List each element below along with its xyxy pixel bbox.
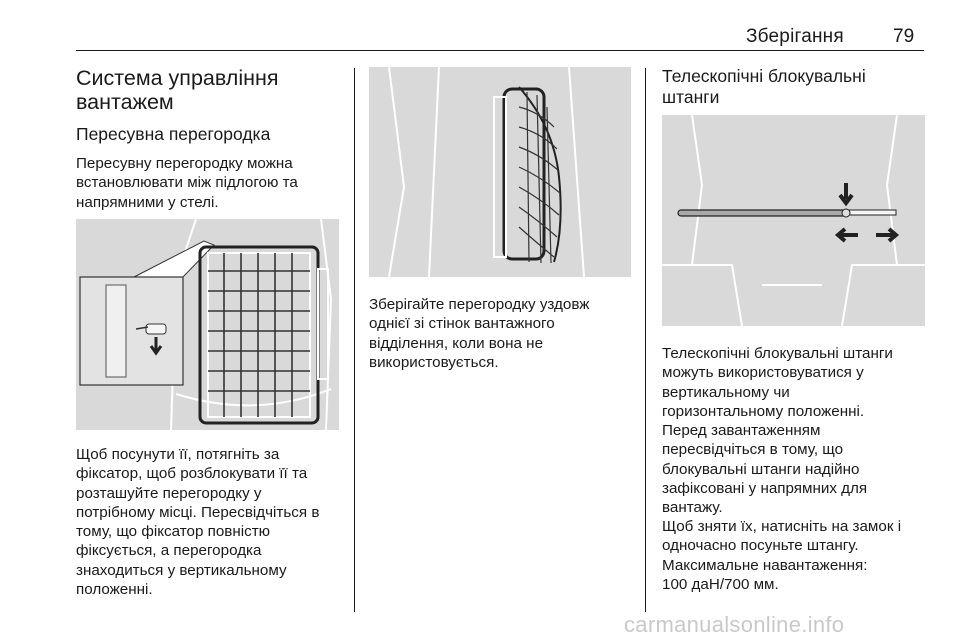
text-line: встановлювати між підлогою та <box>76 174 298 192</box>
text-line: напрямними у стелі. <box>76 193 219 211</box>
paragraph <box>369 295 589 372</box>
text-line: потрібному місці. Пересвідчіться в <box>76 503 320 521</box>
paragraph <box>76 154 298 212</box>
page-number: 79 <box>893 26 915 47</box>
watermark: carmanualsonline.info <box>624 612 845 637</box>
header-divider <box>76 50 924 51</box>
text-line: 100 даН/700 мм. <box>662 576 779 594</box>
text-line: розташуйте перегородку у <box>76 484 262 502</box>
text-line: Максимальне навантаження: <box>662 557 868 574</box>
section-title <box>76 66 279 114</box>
text-line: Щоб зняти їх, натисніть на замок і <box>662 518 902 535</box>
column-divider-2 <box>645 68 646 612</box>
section-title-line: Телескопічні блокувальні <box>662 66 866 86</box>
text-line: відділення, коли вона не <box>369 334 544 352</box>
text-line: горизонтальному положенні. <box>662 402 865 420</box>
text-line: Телескопічні блокувальні штанги <box>662 345 893 362</box>
locking-bar-figure <box>662 115 925 326</box>
page-header-title: Зберігання <box>746 26 844 47</box>
partition-figure <box>76 219 339 430</box>
text-line: одночасно посуньте штангу. <box>662 537 859 555</box>
paragraph <box>76 445 319 599</box>
text-line: Перед завантаженням <box>662 422 821 439</box>
paragraph <box>662 344 893 421</box>
subsection-title: Пересувна перегородка <box>76 124 271 144</box>
text-line: Зберігайте перегородку уздовж <box>369 296 590 313</box>
paragraph <box>662 517 901 556</box>
paragraph <box>662 556 868 595</box>
text-line: використовується. <box>369 353 499 371</box>
text-line: зафіксовані у напрямних для <box>662 479 868 497</box>
text-line: вертикальному чи <box>662 383 790 401</box>
section-title-line: вантажем <box>76 90 174 114</box>
section-title <box>662 66 866 108</box>
section-title-line: Система управління <box>76 66 279 90</box>
column-divider-1 <box>354 68 355 612</box>
text-line: положенні. <box>76 581 153 599</box>
paragraph <box>662 421 867 517</box>
text-line: блокувальні штанги надійно <box>662 460 860 478</box>
stowed-partition-figure <box>369 67 631 277</box>
text-line: тому, що фіксатор повністю <box>76 523 271 541</box>
text-line: фіксується, а перегородка <box>76 542 262 560</box>
text-line: вантажу. <box>662 499 723 517</box>
text-line: можуть використовуватися у <box>662 364 864 382</box>
text-line: однієї зі стінок вантажного <box>369 315 555 333</box>
text-line: знаходиться у вертикальному <box>76 561 287 579</box>
text-line: пересвідчіться в тому, що <box>662 441 844 459</box>
text-line: фіксатор, щоб розблокувати її та <box>76 465 308 483</box>
text-line: Пересувну перегородку можна <box>76 155 293 172</box>
text-line: Щоб посунути її, потягніть за <box>76 446 280 463</box>
section-title-line: штанги <box>662 87 720 107</box>
